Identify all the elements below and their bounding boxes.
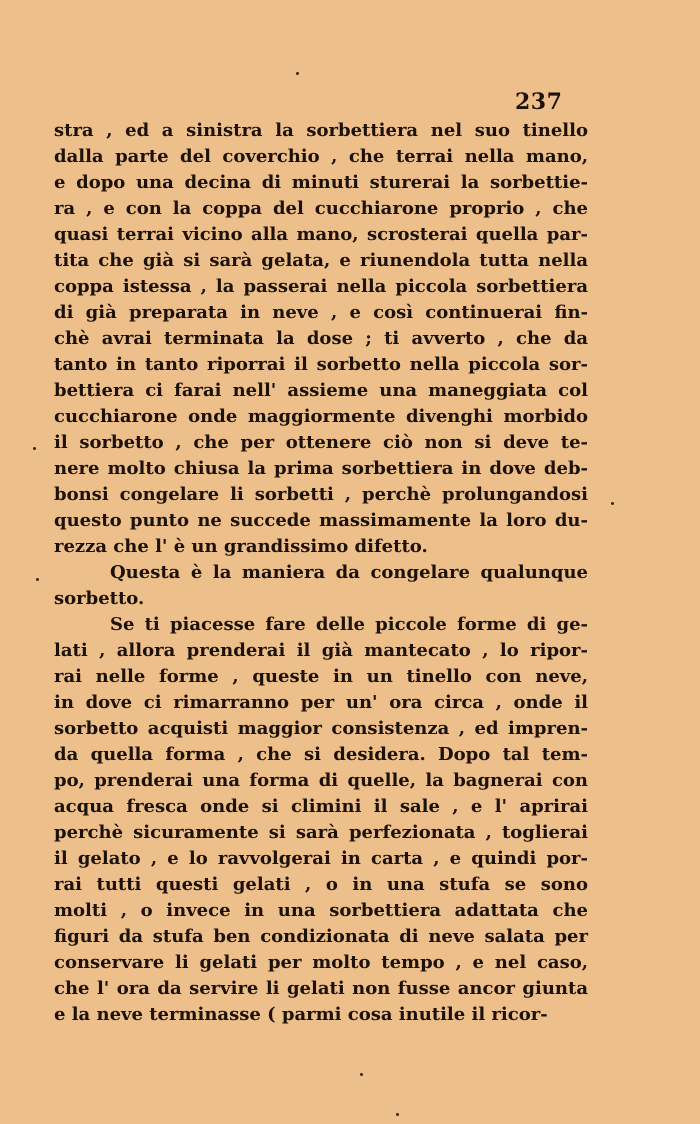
print-speck	[36, 578, 39, 581]
text-line: rezza che l' è un grandissimo difetto.	[54, 536, 428, 557]
text-line: in dove ci rimarranno per un' ora circa , onde il	[54, 692, 588, 713]
body-text	[54, 118, 588, 1028]
text-line: figuri da stufa ben condizionata di neve salata per	[54, 926, 588, 947]
print-speck	[611, 502, 614, 505]
page-number: 237	[515, 89, 563, 115]
text-line: stra , ed a sinistra la sorbettiera nel suo tinello	[54, 120, 588, 141]
text-line: questo punto ne succede massimamente la loro du-	[54, 510, 588, 531]
text-line: perchè sicuramente si sarà perfezionata , toglierai	[54, 822, 588, 843]
text-line: da quella forma , che si desidera. Dopo tal tem-	[54, 744, 588, 765]
text-line: coppa istessa , la passerai nella piccola sorbettiera	[54, 276, 588, 297]
text-line: dalla parte del coverchio , che terrai nella mano,	[54, 146, 588, 167]
text-line: Questa è la maniera da congelare qualunque	[110, 562, 588, 583]
text-line: il gelato , e lo ravvolgerai in carta , e quindi por-	[54, 848, 588, 869]
text-line: acqua fresca onde si climini il sale , e l' aprirai	[54, 796, 588, 817]
text-line: cucchiarone onde maggiormente divenghi morbido	[54, 406, 588, 427]
text-line: quasi terrai vicino alla mano, scrosterai quella par-	[54, 224, 588, 245]
text-line: di già preparata in neve , e così continuerai fin-	[54, 302, 588, 323]
text-line: molti , o invece in una sorbettiera adattata che	[54, 900, 588, 921]
print-speck	[360, 1073, 363, 1076]
text-line: nere molto chiusa la prima sorbettiera in dove deb-	[54, 458, 588, 479]
text-line: ra , e con la coppa del cucchiarone proprio , che	[54, 198, 588, 219]
text-line: il sorbetto , che per ottenere ciò non si deve te-	[54, 432, 588, 453]
text-line: e la neve terminasse ( parmi cosa inutile il ricor-	[54, 1004, 548, 1025]
text-line: che l' ora da servire li gelati non fusse ancor giunta	[54, 978, 588, 999]
text-line: tita che già si sarà gelata, e riunendola tutta nella	[54, 250, 588, 271]
text-line: Se ti piacesse fare delle piccole forme di ge-	[110, 614, 588, 635]
print-speck	[396, 1113, 399, 1116]
text-line: sorbetto.	[54, 588, 145, 609]
print-speck	[33, 447, 36, 450]
text-line: e dopo una decina di minuti sturerai la sorbettie-	[54, 172, 588, 193]
text-line: conservare li gelati per molto tempo , e nel caso,	[54, 952, 588, 973]
text-line: bonsi congelare li sorbetti , perchè prolungandosi	[54, 484, 588, 505]
text-line: po, prenderai una forma di quelle, la bagnerai con	[54, 770, 588, 791]
text-line: rai nelle forme , queste in un tinello con neve,	[54, 666, 588, 687]
print-speck	[296, 72, 299, 75]
text-line: chè avrai terminata la dose ; ti avverto , che da	[54, 328, 588, 349]
text-line: rai tutti questi gelati , o in una stufa se sono	[54, 874, 588, 895]
text-line: lati , allora prenderai il già mantecato , lo ripor-	[54, 640, 588, 661]
text-line: sorbetto acquisti maggior consistenza , ed impren-	[54, 718, 588, 739]
text-line: bettiera ci farai nell' assieme una maneggiata col	[54, 380, 588, 401]
text-line: tanto in tanto riporrai il sorbetto nella piccola sor-	[54, 354, 588, 375]
